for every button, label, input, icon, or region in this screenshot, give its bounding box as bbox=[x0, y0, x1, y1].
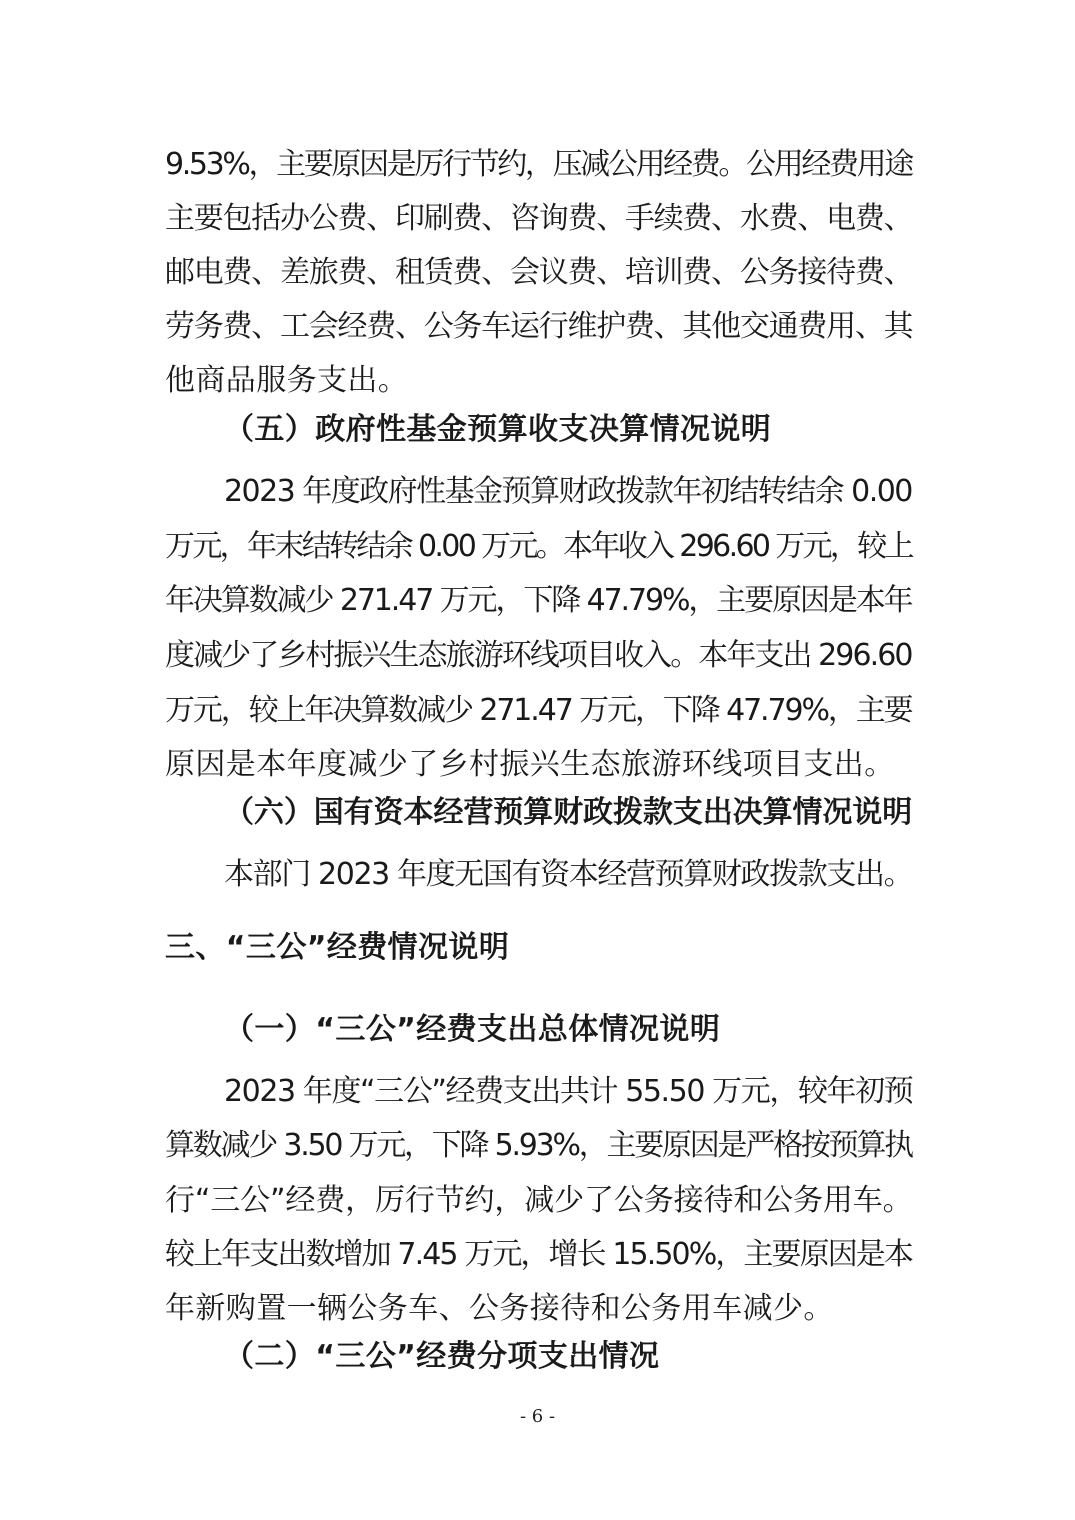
body-text-line: 较上年支出数增加 7.45 万元，增长 15.50%，主要原因是本 bbox=[165, 1237, 912, 1272]
subsection-heading: （二）“三公”经费分项支出情况 bbox=[224, 1339, 660, 1374]
body-text-line: 9.53%，主要原因是厉行节约，压减公用经费。公用经费用途 bbox=[165, 147, 912, 182]
body-text-line: 算数减少 3.50 万元，下降 5.93%，主要原因是严格按预算执 bbox=[165, 1128, 912, 1163]
body-text-line: 他商品服务支出。 bbox=[165, 363, 409, 398]
body-text-line: 行“三公”经费，厉行节约，减少了公务接待和公务用车。 bbox=[165, 1183, 913, 1218]
subsection-heading: （一）“三公”经费支出总体情况说明 bbox=[224, 1012, 721, 1047]
body-text-line: 原因是本年度减少了乡村振兴生态旅游环线项目支出。 bbox=[165, 747, 895, 782]
body-text-line: 2023 年度政府性基金预算财政拨款年初结转结余 0.00 bbox=[224, 474, 912, 509]
body-text-line: 度减少了乡村振兴生态旅游环线项目收入。本年支出 296.60 bbox=[165, 638, 912, 673]
body-text-line: 主要包括办公费、印刷费、咨询费、手续费、水费、电费、 bbox=[165, 201, 913, 236]
page-number: - 6 - bbox=[519, 1406, 556, 1427]
body-text-line: 万元，较上年决算数减少 271.47 万元，下降 47.79%，主要 bbox=[165, 693, 912, 728]
body-text-line: 邮电费、差旅费、租赁费、会议费、培训费、公务接待费、 bbox=[165, 255, 913, 290]
part-heading: 三、“三公”经费情况说明 bbox=[165, 930, 510, 965]
body-text-line: 本部门 2023 年度无国有资本经营预算财政拨款支出。 bbox=[224, 857, 913, 892]
body-text-line: 年决算数减少 271.47 万元，下降 47.79%，主要原因是本年 bbox=[165, 583, 912, 618]
body-text-line: 2023 年度“三公”经费支出共计 55.50 万元，较年初预 bbox=[224, 1074, 913, 1109]
body-text-line: 劳务费、工会经费、公务车运行维护费、其他交通费用、其 bbox=[165, 309, 913, 344]
section-heading: （六）国有资本经营预算财政拨款支出决算情况说明 bbox=[224, 795, 913, 830]
section-heading: （五）政府性基金预算收支决算情况说明 bbox=[224, 412, 772, 447]
body-text-line: 万元，年末结转结余 0.00 万元。本年收入 296.60 万元，较上 bbox=[165, 529, 912, 564]
body-text-line: 年新购置一辆公务车、公务接待和公务用车减少。 bbox=[165, 1291, 834, 1326]
